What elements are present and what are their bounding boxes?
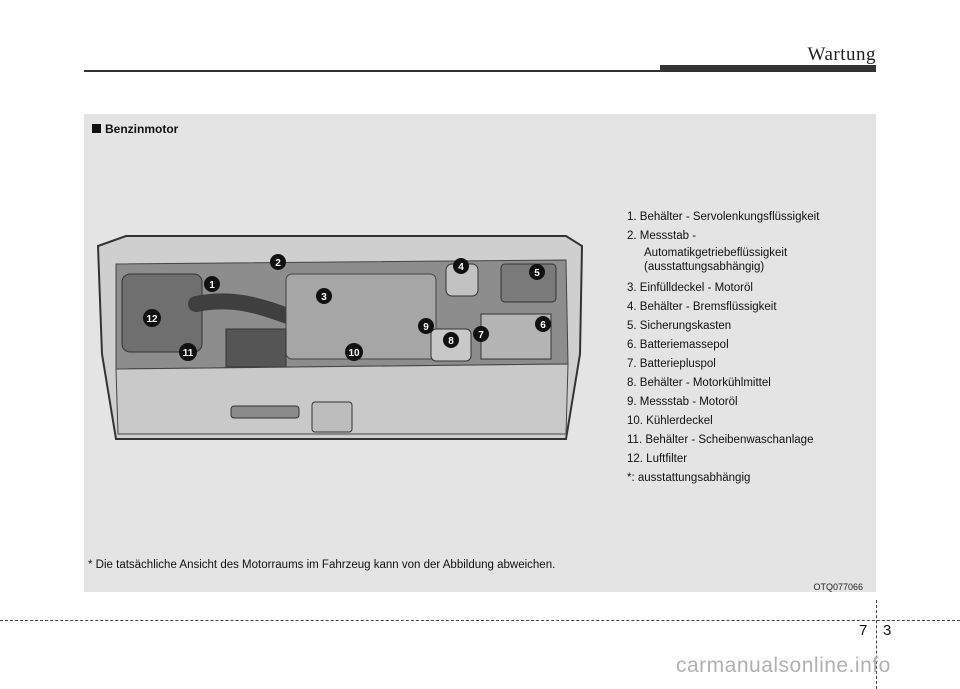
callout-label-12: 12 (146, 314, 158, 325)
figure-panel (84, 114, 876, 592)
square-bullet-icon (92, 124, 101, 133)
legend-item-continued: Automatikgetriebeflüssigkeit (644, 247, 788, 259)
legend-item: 2. Messstab - (627, 230, 697, 242)
legend-item: 7. Batteriepluspol (627, 358, 716, 370)
legend-item: 5. Sicherungskasten (627, 320, 732, 332)
legend-item: 6. Batteriemassepol (627, 339, 729, 351)
callout-label-4: 4 (458, 262, 464, 273)
page-number: 3 (883, 622, 892, 639)
legend-item: 11. Behälter - Scheibenwaschanlage (627, 434, 814, 446)
watermark: carmanualsonline.info (676, 654, 891, 677)
callout-label-3: 3 (321, 292, 327, 303)
callout-label-10: 10 (348, 348, 360, 359)
callout-label-8: 8 (448, 336, 454, 347)
component-legend (627, 208, 819, 488)
callout-label-2: 2 (275, 258, 281, 269)
callout-label-6: 6 (540, 320, 546, 331)
callout-label-11: 11 (182, 348, 194, 359)
figure-code: OTQ077066 (813, 582, 863, 592)
legend-item-continued: (ausstattungsabhängig) (644, 261, 765, 273)
disclaimer-note: * Die tatsächliche Ansicht des Motorraums im Fahrzeug kann von der Abbildung abweichen. (88, 559, 556, 571)
engine-bay-illustration (96, 234, 586, 444)
callout-label-9: 9 (423, 322, 429, 333)
section-title-text: Benzinmotor (105, 122, 179, 136)
section-title (92, 122, 178, 136)
legend-item: 8. Behälter - Motorkühlmittel (627, 377, 771, 389)
legend-footnote: *: ausstattungsabhängig (627, 472, 751, 484)
header-rule-thick (660, 65, 876, 72)
callout-label-5: 5 (534, 268, 540, 279)
callout-label-1: 1 (209, 280, 215, 291)
legend-item: 12. Luftfilter (627, 453, 688, 465)
chapter-number: 7 (859, 622, 868, 639)
callout-label-7: 7 (478, 330, 484, 341)
legend-item: 9. Messstab - Motoröl (627, 396, 738, 408)
legend-item: 3. Einfülldeckel - Motoröl (627, 282, 753, 294)
footer-rule (0, 620, 960, 621)
legend-item: 1. Behälter - Servolenkungsflüssigkeit (627, 211, 820, 223)
page-header-title: Wartung (807, 44, 876, 65)
legend-item: 10. Kühlerdeckel (627, 415, 713, 427)
legend-item: 4. Behälter - Bremsflüssigkeit (627, 301, 777, 313)
